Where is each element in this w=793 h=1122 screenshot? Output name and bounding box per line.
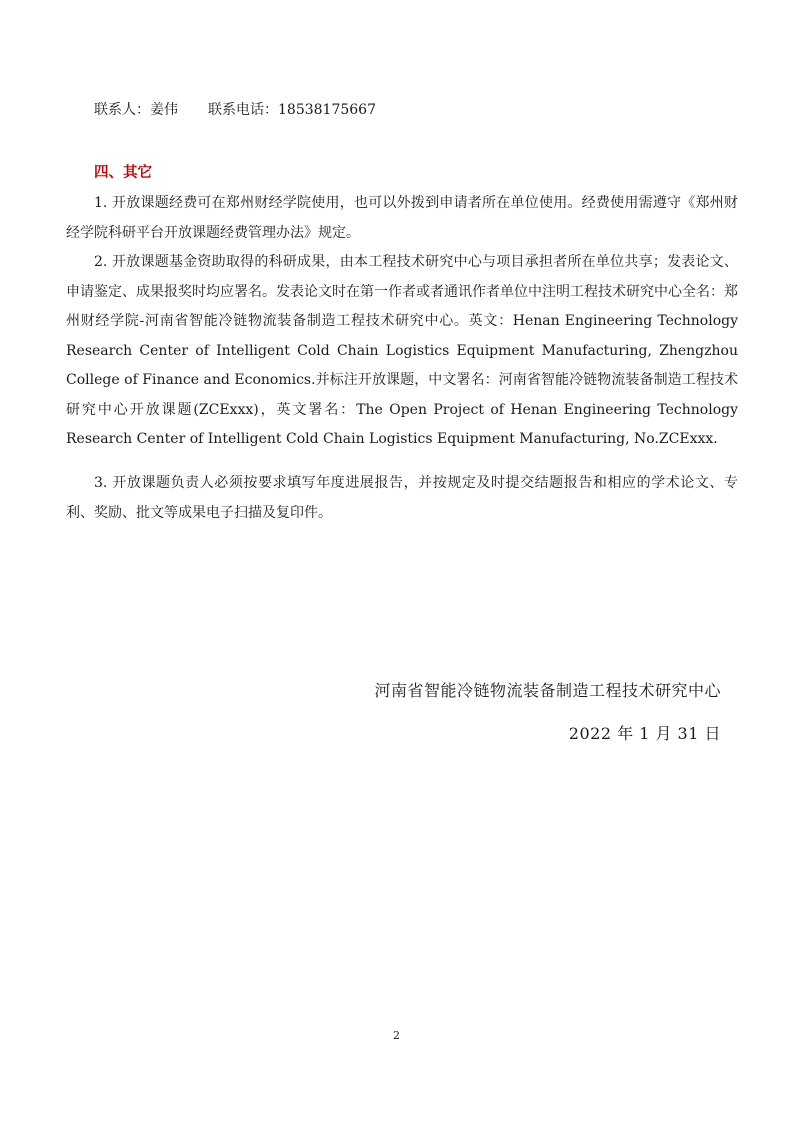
paragraph-3: 3. 开放课题负责人必须按要求填写年度进展报告，并按规定及时提交结题报告和相应的学术论文、专利、奖励、批文等成果电子扫描及复印件。 [66,475,738,521]
contact-phone: 联系电话：18538175667 [208,102,376,118]
page-number: 2 [393,1029,400,1042]
contact-line [94,99,376,121]
contact-person: 联系人：姜伟 [94,102,178,118]
paragraph-1: 1. 开放课题经费可在郑州财经学院使用，也可以外拨到申请者所在单位使用。经费使用需遵守《郑州财经学院科研平台开放课题经费管理办法》规定。 [66,195,738,241]
paragraph-2: 2. 开放课题基金资助取得的科研成果，由本工程技术研究中心与项目承担者所在单位共享；发表论文、申请鉴定、成果报奖时均应署名。发表论文时在第一作者或者通讯作者单位中注明工程技术研究中心全名：郑州财经学院-河南省智能冷链物流装备制造工程技术研究中心。英文：Henan Engineering Technology Research Center of Intelligent Cold Chain Logistics Equipment Manufacturing, Zhengzhou College of Finance and Economics.并标注开放课题，中文署名：河南省智能冷链物流装备制造工程技术研究中心开放课题(ZCExxx)，英文署名：The Open Project of Henan Engineering Technology Research Center of Intelligent Cold Chain Logistics Equipment Manufacturing, No.ZCExxx. [66,254,738,447]
signature-date: 2022 年 1 月 31 日 [568,724,721,743]
section-heading: 四、其它 [94,164,152,181]
signature-organization: 河南省智能冷链物流装备制造工程技术研究中心 [374,681,721,700]
